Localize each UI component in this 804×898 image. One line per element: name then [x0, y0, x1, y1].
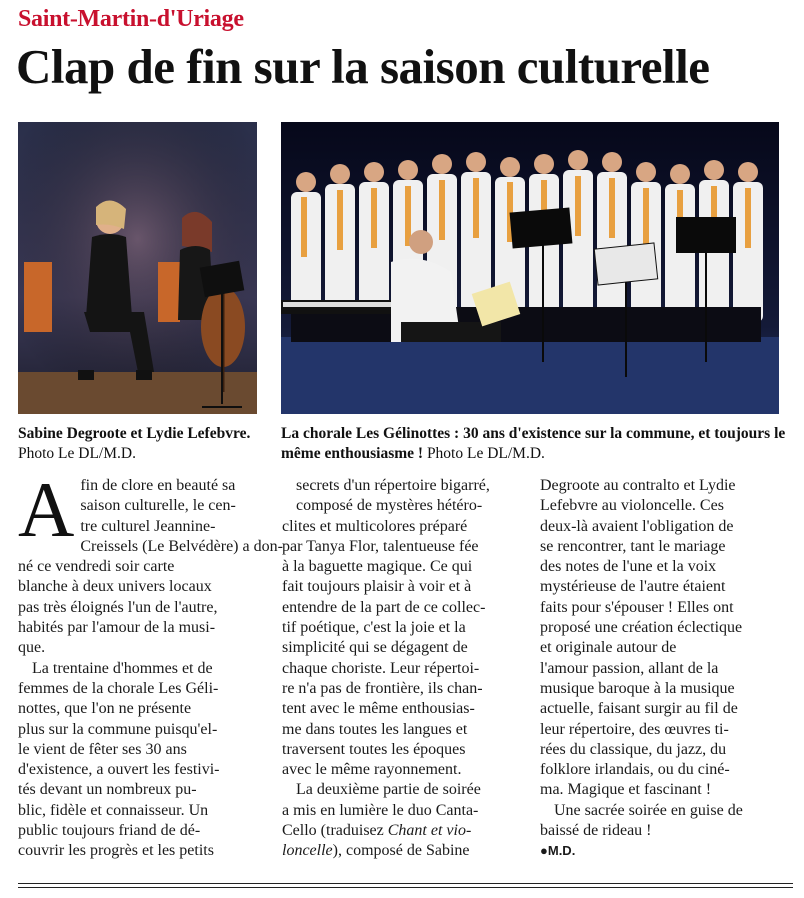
- text-line: nottes, que l'on ne présente: [18, 700, 192, 718]
- italic-title: loncelle: [282, 842, 333, 860]
- text-line: tent avec le même enthousias-: [282, 700, 475, 718]
- text-line: Lefebvre au violoncelle. Ces: [540, 497, 724, 515]
- italic-title: Chant et vio-: [387, 822, 472, 840]
- text-line: couvrir les progrès et les petits: [18, 842, 214, 860]
- caption-choir-bold: La chorale Les Gélinottes : 30 ans d'existence sur la commune, et toujours le même enthousiasme !: [281, 425, 786, 462]
- caption-duo-credit: Photo Le DL/M.D.: [18, 445, 136, 462]
- text-line: entendre de la part de ce collec-: [282, 598, 486, 616]
- text-line: mystérieuse de l'autre étaient: [540, 578, 726, 596]
- text-line: femmes de la chorale Les Géli-: [18, 679, 219, 697]
- text-line: me dans toutes les langues et: [282, 720, 468, 738]
- text-line: Degroote au contralto et Lydie: [540, 477, 736, 494]
- text-line: saison culturelle, le cen-: [80, 497, 236, 515]
- text-line: re n'a pas de frontière, ils chan-: [282, 679, 483, 697]
- text-line: La trentaine d'hommes et de: [32, 659, 213, 677]
- text-line: des notes de l'une et la voix: [540, 558, 717, 576]
- text-line: fait toujours plaisir à voir et à: [282, 578, 472, 596]
- text-line: que.: [18, 639, 46, 657]
- text-line: Une sacrée soirée en guise de: [554, 801, 743, 819]
- text-line: deux-là avaient l'obligation de: [540, 517, 734, 535]
- text-line: à la baguette magique. Ce qui: [282, 558, 473, 576]
- text-line: Creissels (Le Belvédère) a don-: [80, 537, 283, 555]
- photo-duo: [18, 122, 257, 414]
- text-line: né ce vendredi soir carte: [18, 558, 175, 576]
- text-line: se rencontrer, tant le mariage: [540, 537, 726, 555]
- text-line: [282, 821, 528, 841]
- text-line: secrets d'un répertoire bigarré,: [296, 477, 490, 494]
- article-column-3: [540, 476, 786, 862]
- text-line: musique baroque à la musique: [540, 679, 735, 697]
- text-line: et originale autour de: [540, 639, 677, 657]
- text-segment: Cello (traduisez: [282, 822, 388, 840]
- photo-choir: [281, 122, 779, 414]
- caption-photo-choir: [281, 424, 786, 464]
- bullet-icon: ●: [540, 843, 548, 859]
- text-line: ma. Magique et fascinant !: [540, 781, 712, 799]
- text-line: composé de mystères hétéro-: [296, 497, 483, 515]
- signature-text: M.D.: [547, 843, 576, 859]
- text-line: clites et multicolores préparé: [282, 517, 468, 535]
- text-line: a mis en lumière le duo Canta-: [282, 801, 479, 819]
- text-line: l'amour passion, allant de la: [540, 659, 719, 677]
- text-line: pas très éloignés l'un de l'autre,: [18, 598, 218, 616]
- text-line: avec le même rayonnement.: [282, 761, 462, 779]
- text-line: plus sur la commune puisqu'el-: [18, 720, 218, 738]
- text-line: proposé une création éclectique: [540, 619, 743, 637]
- text-line: blanche à deux univers locaux: [18, 578, 212, 596]
- article-column-2: [282, 476, 528, 862]
- caption-duo-bold: Sabine Degroote et Lydie Lefebvre.: [18, 425, 251, 442]
- article-kicker: Saint-Martin-d'Uriage: [18, 6, 244, 32]
- text-line: habités par l'amour de la musi-: [18, 619, 216, 637]
- text-line: [282, 841, 528, 861]
- text-line: tés devant un nombreux pu-: [18, 781, 197, 799]
- text-line: d'existence, a ouvert les festivi-: [18, 761, 220, 779]
- text-line: tre culturel Jeannine-: [80, 517, 216, 535]
- article-column-1: [18, 466, 283, 862]
- text-line: traversent toutes les époques: [282, 740, 466, 758]
- text-line: simplicité qui se dégagent de: [282, 639, 468, 657]
- text-segment: ), composé de Sabine: [332, 842, 470, 860]
- text-line: blic, fidèle et connaisseur. Un: [18, 801, 209, 819]
- caption-photo-duo: [18, 424, 258, 464]
- text-line: rées du classique, du jazz, du: [540, 740, 727, 758]
- text-line: fin de clore en beauté sa: [80, 477, 236, 494]
- article-headline: Clap de fin sur la saison culturelle: [16, 39, 710, 94]
- text-line: le vient de fêter ses 30 ans: [18, 740, 187, 758]
- bottom-rule: [18, 883, 793, 884]
- drop-cap: A: [18, 466, 75, 553]
- text-line: baissé de rideau !: [540, 822, 652, 840]
- text-line: public toujours friand de dé-: [18, 822, 201, 840]
- text-line: par Tanya Flor, talentueuse fée: [282, 537, 479, 555]
- signature: [540, 841, 786, 861]
- text-line: actuelle, faisant surgir au fil de: [540, 700, 738, 718]
- text-line: tif poétique, c'est la joie et la: [282, 619, 466, 637]
- text-line: faits pour s'épouser ! Elles ont: [540, 598, 734, 616]
- caption-choir-credit: Photo Le DL/M.D.: [423, 445, 545, 462]
- text-line: La deuxième partie de soirée: [296, 781, 481, 799]
- text-line: leur répertoire, des œuvres ti-: [540, 720, 729, 738]
- text-line: folklore irlandais, ou du ciné-: [540, 761, 730, 779]
- bottom-rule: [18, 887, 793, 888]
- text-line: chaque choriste. Leur répertoi-: [282, 659, 480, 677]
